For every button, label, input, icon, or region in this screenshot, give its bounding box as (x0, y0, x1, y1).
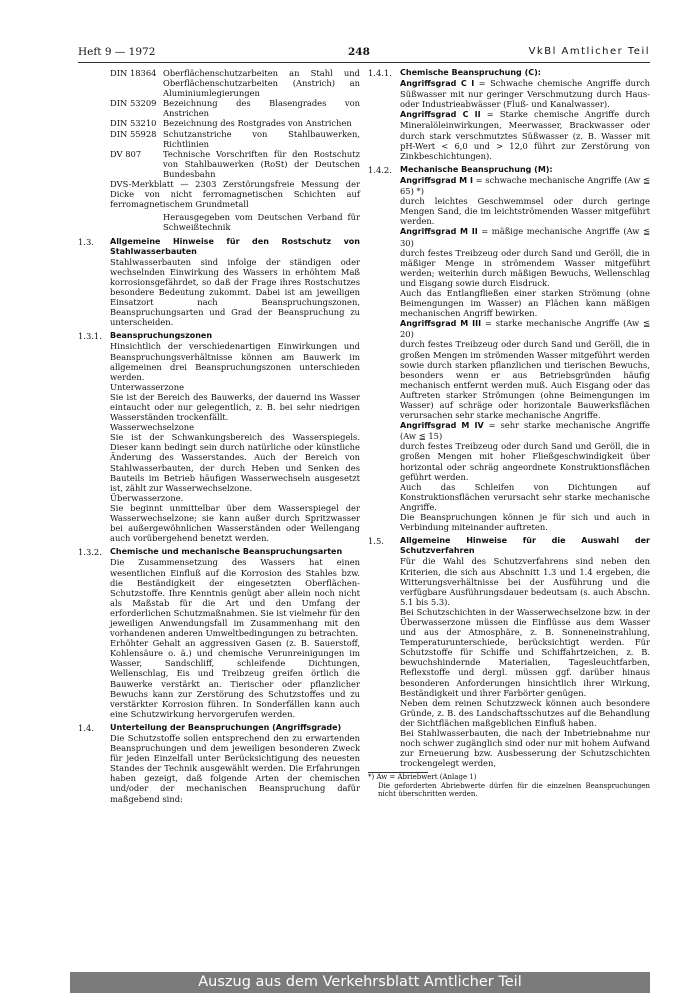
section-1-3-1 (78, 331, 360, 543)
din-entry (110, 129, 360, 149)
section-title: Chemische Beanspruchung (C): (400, 68, 541, 77)
section-text: Bei Schutzschichten in der Wasserwechselzone bzw. in der Überwasserzone müssen die Einflüsse aus dem Wasser und aus der Atmosphäre, z. B. Sonneneinstrahlung, Temperaturunterschiede, berücksichtigt werden. Für Schutzstoffe für Schiffe und Schiffahrtzeichen, z. B. bewuchshindernde Materialien, Tagesleuchtfarben, Reflexstoffe und dergl. müssen ggf. darüber hinaus besonderen Anforderungen hinsichtlich ihrer Wirkung, Beständigkeit und ihrer Farbörter genügen. (400, 606, 650, 698)
dvs-publisher: Herausgegeben vom Deutschen Verband für Schweißtechnik (163, 212, 360, 233)
section-title: Unterteilung der Beanspruchungen (Angriffsgrade) (110, 722, 342, 732)
din-entry (110, 118, 360, 128)
section-1-4 (78, 723, 360, 804)
grade-desc: durch festes Treibzeug oder durch Sand und Geröll, die in mäßiger Menge in strömendem Wasser mitgeführt werden; weiterhin durch mäßigen Bewuchs, Wellenschlag und Eisgang sowie durch Eisdruck. (400, 247, 650, 288)
grade-label: Angriffsgrad M IV (400, 421, 484, 431)
section-title: Allgemeine Hinweise für die Auswahl der Schutzverfahren (400, 536, 650, 556)
section-text: Bei Stahlwasserbauten, die nach der Inbetriebnahme nur noch schwer zugänglich sind oder nur mit hohem Aufwand zur Erneuerung bzw. Ausbesserung der Schutzschichten trockengelegt werden, (400, 728, 650, 769)
grade-text: = sehr starke mechanische Angriffe (Aw ≦ 15) (400, 420, 650, 442)
section-text: Erhöhter Gehalt an aggressiven Gasen (z. B. Sauerstoff, Kohlensäure o. ä.) und chemische Verunreinigungen im Wasser, Sandschliff, schleifende Dichtungen, Wellenschlag, Eis und Treibzeug greifen örtlich die Bauwerke verstärkt an. Tierischer oder pflanzlicher Bewuchs kann zur Zerstörung des Schutzstoffes und zu verstärkter Korrosion führen. In Sonderfällen kann auch eine Schutzwirkung hervorgerufen werden. (110, 638, 360, 719)
zone-text: Sie ist der Bereich des Bauwerks, der dauernd ins Wasser eintaucht oder nur gelegentlich, z. B. bei sehr niedrigen Wasserständen trockenfällt. (110, 391, 360, 423)
grade-label: Angriffsgrad M I (400, 175, 473, 185)
din-text: Oberflächenschutzarbeiten an Stahl und Oberflächenschutzarbeiten (Anstrich) an Aluminiumlegierungen (163, 68, 360, 99)
din-text: Bezeichnung des Rostgrades von Anstrichen (163, 118, 352, 129)
section-1-5 (368, 536, 650, 768)
grade-desc: durch leichtes Geschwemmsel oder durch geringe Mengen Sand, die im leichtströmenden Wasser mitgeführt werden. (400, 196, 650, 227)
zone-label: Wasserwechselzone (110, 422, 195, 433)
section-title: Allgemeine Hinweise für den Rostschutz von Stahlwasserbauten (110, 236, 360, 256)
zone-label: Unterwasserzone (110, 381, 185, 392)
section-title: Mechanische Beanspruchung (M): (400, 164, 553, 174)
grade-c2 (400, 109, 650, 160)
din-code: DIN 18364 (110, 68, 157, 78)
section-number: 1.3.1. (78, 331, 102, 342)
din-entry (110, 98, 360, 118)
grade-c1 (400, 78, 650, 109)
footer-banner: Auszug aus dem Verkehrsblatt Amtlicher Teil (70, 972, 650, 993)
section-number: 1.4.1. (368, 68, 392, 78)
section-number: 1.4. (78, 722, 94, 733)
section-text: Für die Wahl des Schutzverfahrens sind neben den Kriterien, die sich aus Abschnitt 1.3 und 1.4 ergeben, die Witterungsverhältnisse bei der Ausführung und die verfügbare Ausführungsdauer bedeutsam (s. auch Abschn. 5.1 bis 5.3). (400, 556, 650, 607)
section-1-4-1 (368, 68, 650, 161)
grade-m1 (400, 175, 650, 196)
din-text: Schutzanstriche von Stahlbauwerken, Richtlinien (163, 128, 360, 149)
section-1-3 (78, 237, 360, 328)
section-text: Die Schutzstoffe sollen entsprechend den zu erwartenden Beanspruchungen und dem jeweiligen besonderen Zweck für jeden Einzelfall unter Berücksichtigung des neuesten Standes der Technik ausgewählt werden. Die Erfahrungen haben gezeigt, daß folgende Arten der chemischen und/oder der mechanischen Beanspruchung dafür maßgebend sind: (110, 733, 360, 804)
header-rule (78, 62, 650, 63)
din-text: Technische Vorschriften für den Rostschutz von Stahlbauwerken (RoSt) der Deutschen Bundesbahn (163, 148, 360, 179)
publication-title: VkBl Amtlicher Teil (528, 46, 650, 57)
grade-desc: durch festes Treibzeug oder durch Sand und Geröll, die in großen Mengen im strömenden Wasser mitgeführt werden sowie durch starken pflanzlichen und tierischen Bewuchs, besonders wenn er aus Betriebsgründen häufig mechanisch entfernt werden muß. Auch Eisgang oder das Auftreten starker Strömungen (ohne Beimengungen im Wasser) auf schräge oder horizontale Bauwerksflächen verursachen sehr starke mechanische Angriffe. (400, 339, 650, 421)
section-text: Hinsichtlich der verschiedenartigen Einwirkungen und Beanspruchungsverhältnisse können am Bauwerk im allgemeinen drei Beanspruchungszonen unterschieden werden. (110, 341, 360, 382)
grade-desc: Auch das Schleifen von Dichtungen auf Konstruktionsflächen verursacht sehr starke mechanische Angriffe. (400, 481, 650, 512)
din-code: DIN 53209 (110, 98, 157, 109)
zone-label: Überwasserzone. (110, 492, 184, 503)
grade-desc: Auch das Entlangfließen einer starken Strömung (ohne Beimengungen im Wasser) an Flächen kann mäßigen mechanischen Angriff bewirken. (400, 287, 650, 319)
footnote: *) Aw = Abriebwert (Anlage 1) (368, 773, 477, 782)
grade-m2 (400, 226, 650, 247)
section-number: 1.4.2. (368, 164, 392, 175)
section-1-3-2 (78, 547, 360, 719)
page-header (78, 46, 650, 62)
grade-desc: Die Beanspruchungen können je für sich und auch in Verbindung miteinander auftreten. (400, 512, 650, 533)
footnote: Die geforderten Abriebwerte dürfen für die einzelnen Beanspruchungen nicht überschritten werden. (378, 781, 650, 798)
grade-text: = mäßige mechanische Angriffe (Aw ≦ 30) (400, 226, 650, 248)
section-text: Stahlwasserbauten sind infolge der ständigen oder wechselnden Einwirkung des Wassers in erhöhtem Maß korrosionsgefährdet, so daß der Frage ihres Rostschutzes besondere Bedeutung zukommt. Dabei ist am jeweiligen Einsatzort nach Beanspruchungszonen, Beanspruchungsarten und Grad der Beanspruchung zu unterscheiden. (110, 256, 360, 328)
zone-text: Sie ist der Schwankungsbereich des Wasserspiegels. Dieser kann bedingt sein durch natürliche oder künstliche Änderung des Wasserstandes. Auch der Bereich von Stahlwasserbauten, der durch Heben und Senken des Bauteils im Betrieb häufigen Wasserwechseln ausgesetzt ist, zählt zur Wasserwechselzone. (110, 432, 360, 493)
grade-label: Angriffsgrad C I (400, 79, 475, 89)
grade-text: = Starke chemische Angriffe durch Mineralöleinwirkungen, Meerwasser, Brackwasser oder durch stark verschmutztes Süßwasser (z. B. Wasser mit pH-Wert < 6,0 und > 12,0 führt zur Zerstörung von Zinkbeschichtungen). (400, 109, 651, 161)
left-column (78, 68, 360, 804)
din-code: DIN 53210 (110, 118, 157, 129)
din-text: Bezeichnung des Blasengrades von Anstrichen (163, 98, 360, 119)
section-title: Beanspruchungszonen (110, 331, 213, 341)
section-number: 1.3. (78, 236, 94, 247)
grade-label: Angriffsgrad C II (400, 110, 481, 120)
section-number: 1.3.2. (78, 547, 102, 558)
grade-desc: durch festes Treibzeug oder durch Sand und Geröll, die in großen Mengen mit hoher Fließgeschwindigkeit über horizontal oder schräg angeordnete Konstruktionsflächen geführt werden. (400, 441, 650, 482)
section-1-4-2 (368, 165, 650, 532)
din-entry (110, 68, 360, 98)
issue-label: Heft 9 — 1972 (78, 46, 156, 58)
din-entry (110, 149, 360, 179)
right-column (368, 68, 650, 798)
grade-m4 (400, 420, 650, 441)
section-number: 1.5. (368, 536, 384, 547)
din-code: DIN 55928 (110, 128, 157, 139)
din-code: DV 807 (110, 148, 142, 159)
page-number: 248 (348, 46, 370, 58)
grade-label: Angriffsgrad M II (400, 227, 478, 237)
section-title: Chemische und mechanische Beanspruchungsarten (110, 547, 343, 557)
grade-text: = schwache mechanische Angriffe (Aw ≦ 65) *) (400, 174, 650, 197)
zone-text: Sie beginnt unmittelbar über dem Wasserspiegel der Wasserwechselzone; sie kann außer durch Spritzwasser bei außergewöhnlichen Wasserständen oder Wellengang auch vorübergehend benetzt werden. (110, 502, 360, 544)
grade-text: = starke mechanische Angriffe (Aw ≦ 20) (400, 318, 650, 340)
section-text: Neben dem reinen Schutzzweck können auch besondere Gründe, z. B. des Landschaftsschutzes auf die Behandlung der Sichtflächen maßgeblichen Einfluß haben. (400, 697, 650, 728)
dvs-entry: DVS-Merkblatt — 2303 Zerstörungsfreie Messung der Dicke von nicht ferromagnetischen Schichten auf ferromagnetischem Grundmetall (110, 179, 360, 210)
grade-text: = Schwache chemische Angriffe durch Süßwasser mit nur geringer Verschmutzung durch Haus- oder Industrieabwässer (Fluß- und Kanalwasser). (400, 78, 650, 110)
section-text: Die Zusammensetzung des Wassers hat einen wesentlichen Einfluß auf die Korrosion des Stahles bzw. die Beständigkeit der eingesetzten Oberflächen-Schutzstoffe. Ihre Kenntnis genügt aber allein noch nicht als Maßstab für die Art und den Umfang der erforderlichen Schutzmaßnahmen. Sie ist vielmehr für den jeweiligen Anwendungsfall im Zusammenhang mit den vorhandenen anderen Umweltbedingungen zu betrachten. (110, 557, 360, 639)
grade-label: Angriffsgrad M III (400, 319, 482, 329)
grade-m3 (400, 318, 650, 339)
